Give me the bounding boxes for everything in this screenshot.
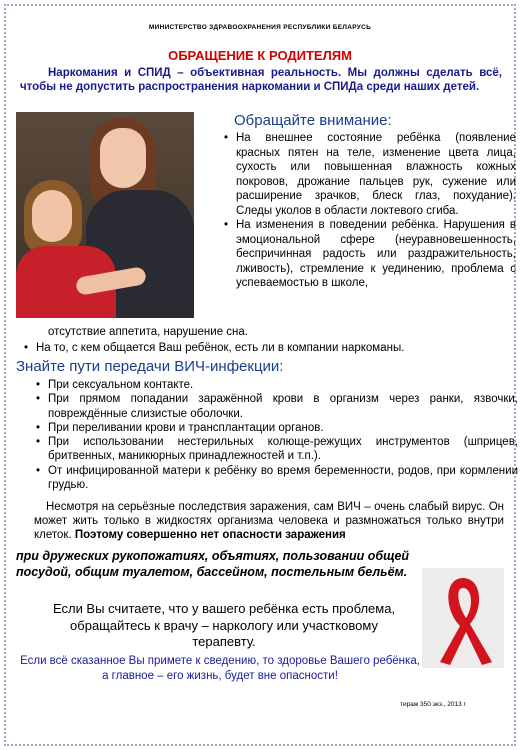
intro-paragraph: Наркомания и СПИД – объективная реальность. Мы должны сделать всё, чтобы не допустить распространения наркомании и СПИДа среди наших детей. (20, 67, 502, 93)
safe-contacts-italic: при дружеских рукопожатиях, объятиях, пользовании общей посудой, общим туалетом, бассейном, постельным бельём. (16, 549, 410, 579)
safe-contacts-text (16, 548, 416, 580)
closing-text: Если всё сказанное Вы примете к сведению, то здоровье Вашего ребёнка, а главное – его жизнь, будет вне опасности! (20, 655, 420, 682)
attention-item-behavior-continued: отсутствие аппетита, нарушение сна. (48, 326, 248, 338)
consequences-bold-lead: Поэтому совершенно нет опасности заражения (74, 529, 346, 541)
attention-heading: Обращайте внимание: (234, 112, 392, 129)
consequences-text: Несмотря на серьёзные последствия заражения, сам ВИЧ – очень слабый вирус. Он может жить только в жидкостях организма человека и размножаться только внутри клеток. (34, 501, 504, 541)
attention-item-appearance: • На внешнее состояние ребёнка (появление красных пятен на теле, изменение цвета лица, сухость или повышенная влажность кожных покровов, дрожание пальцев рук, сужение или расширение зрачков, блеск глаз, похудание). Следы уколов в области локтевого сгиба. (236, 131, 516, 218)
page-title: ОБРАЩЕНИЕ К РОДИТЕЛЯМ (168, 48, 352, 63)
hiv-list (34, 378, 518, 492)
attention-list (222, 131, 516, 291)
hiv-item: • При использовании нестерильных колюще-режущих инструментов (шприцев, бритвенных, маникюрных принадлежностей и т.п.). (48, 435, 518, 464)
red-ribbon-icon (422, 568, 504, 668)
hiv-item: • От инфицированной матери к ребёнку во время беременности, родов, при кормлении грудью. (48, 464, 518, 493)
hiv-item: • При прямом попадании заражённой крови в организм через ранки, язвочки, повреждённые слизистые оболочки. (48, 392, 518, 421)
consult-doctor-text: Если Вы считаете, что у вашего ребёнка есть проблема, обращайтесь к врачу – наркологу или участковому терапевту. (52, 601, 396, 649)
hiv-item: • При сексуальном контакте. (48, 378, 518, 392)
hiv-heading: Знайте пути передачи ВИЧ-инфекции: (16, 358, 284, 375)
ministry-header: МИНИСТЕРСТВО ЗДРАВООХРАНЕНИЯ РЕСПУБЛИКИ БЕЛАРУСЬ (148, 24, 372, 31)
consequences-paragraph (34, 500, 504, 542)
mother-daughter-photo (16, 112, 194, 318)
hiv-item: • При переливании крови и трансплантации органов. (48, 421, 518, 435)
attention-item-company: • На то, с кем общается Ваш ребёнок, есть ли в компании наркоманы. (36, 342, 404, 354)
print-run-note: тираж 350 экз., 2013 г (400, 701, 466, 708)
attention-item-behavior: • На изменения в поведении ребёнка. Нарушения в эмоциональной сфере (неуравновешенность, беспричинная радость или раздражительность, лживость), стремление к уединению, проблема с успеваемостью в школе, (236, 218, 516, 291)
